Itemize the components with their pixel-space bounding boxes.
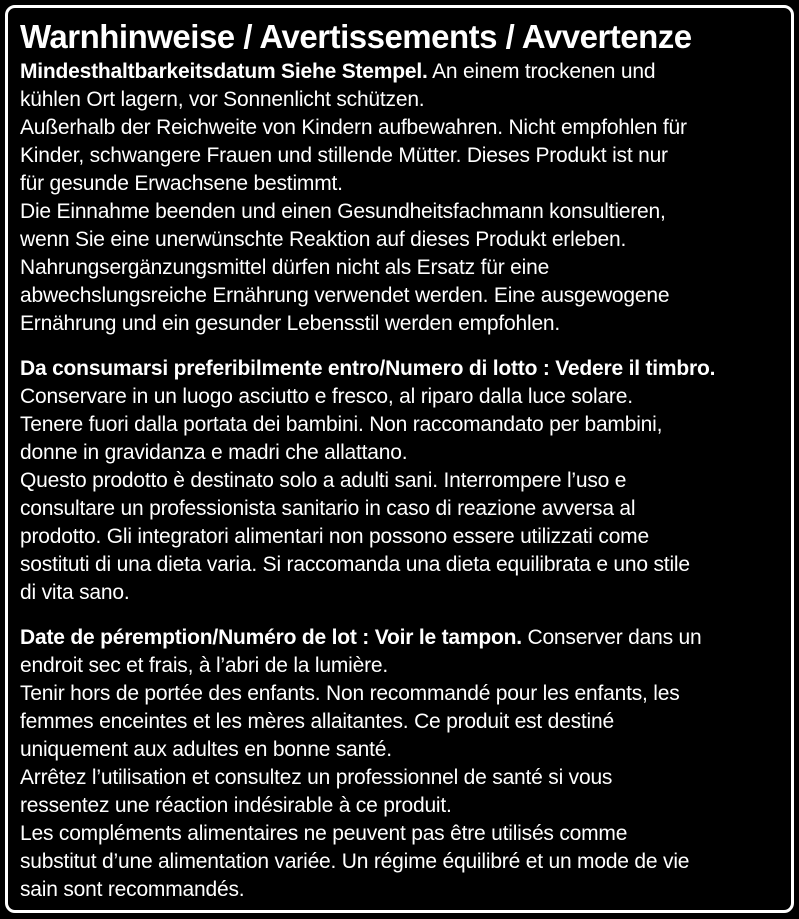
text-line bbox=[20, 680, 785, 708]
line-text: Conservare in un luogo asciutto e fresco, al riparo dalla luce solare. bbox=[20, 385, 633, 408]
line-text: Kinder, schwangere Frauen und stillende Mütter. Dieses Produkt ist nur bbox=[20, 144, 668, 167]
text-line bbox=[20, 142, 785, 170]
warning-label-frame bbox=[5, 5, 794, 913]
text-line bbox=[20, 254, 785, 282]
line-text: Les compléments alimentaires ne peuvent pas être utilisés comme bbox=[20, 822, 628, 845]
line-text: Nahrungsergänzungsmittel dürfen nicht als Ersatz für eine bbox=[20, 256, 550, 279]
line-text: wenn Sie eine unerwünschte Reaktion auf dieses Produkt erleben. bbox=[20, 228, 627, 251]
text-line bbox=[20, 355, 785, 383]
line-text: Questo prodotto è destinato solo a adulti sani. Interrompere l’uso e bbox=[20, 469, 627, 492]
text-line bbox=[20, 708, 785, 736]
text-line bbox=[20, 86, 785, 114]
line-text: prodotto. Gli integratori alimentari non possono essere utilizzati come bbox=[20, 525, 649, 548]
line-text: kühlen Ort lagern, vor Sonnenlicht schützen. bbox=[20, 88, 425, 111]
line-text: substitut d’une alimentation variée. Un régime équilibré et un mode de vie bbox=[20, 850, 690, 873]
text-line bbox=[20, 820, 785, 848]
bold-lead: Mindesthaltbarkeitsdatum Siehe Stempel. bbox=[20, 60, 428, 83]
text-line bbox=[20, 383, 785, 411]
line-text: sain sont recommandés. bbox=[20, 878, 245, 901]
text-line bbox=[20, 467, 785, 495]
text-line bbox=[20, 226, 785, 254]
line-text: Die Einnahme beenden und einen Gesundheitsfachmann konsultieren, bbox=[20, 200, 666, 223]
text-line bbox=[20, 439, 785, 467]
line-text: donne in gravidanza e madri che allattano. bbox=[20, 441, 408, 464]
text-line bbox=[20, 652, 785, 680]
line-text: Conserver dans un bbox=[521, 626, 702, 649]
line-text: Außerhalb der Reichweite von Kindern aufbewahren. Nicht empfohlen für bbox=[20, 116, 687, 139]
text-line bbox=[20, 282, 785, 310]
text-line bbox=[20, 170, 785, 198]
text-line bbox=[20, 579, 785, 607]
text-line bbox=[20, 736, 785, 764]
line-text: abwechslungsreiche Ernährung verwendet werden. Eine ausgewogene bbox=[20, 284, 670, 307]
line-text: für gesunde Erwachsene bestimmt. bbox=[20, 172, 343, 195]
text-line bbox=[20, 523, 785, 551]
warnings-text bbox=[20, 58, 785, 904]
text-line bbox=[20, 411, 785, 439]
line-text: Ernährung und ein gesunder Lebensstil werden empfohlen. bbox=[20, 312, 561, 335]
line-text: Tenere fuori dalla portata dei bambini. Non raccomandato per bambini, bbox=[20, 413, 663, 436]
line-text: di vita sano. bbox=[20, 581, 130, 604]
text-line bbox=[20, 198, 785, 226]
line-text: Tenir hors de portée des enfants. Non recommandé pour les enfants, les bbox=[20, 682, 680, 705]
text-line bbox=[20, 792, 785, 820]
text-line bbox=[20, 848, 785, 876]
line-text: uniquement aux adultes en bonne santé. bbox=[20, 738, 392, 761]
line-text: Arrêtez l’utilisation et consultez un professionnel de santé si vous bbox=[20, 766, 613, 789]
line-text: ressentez une réaction indésirable à ce produit. bbox=[20, 794, 452, 817]
text-line bbox=[20, 114, 785, 142]
bold-lead: Da consumarsi preferibilmente entro/Numero di lotto : Vedere il timbro. bbox=[20, 357, 716, 380]
text-line bbox=[20, 764, 785, 792]
line-text: sostituti di una dieta varia. Si raccomanda una dieta equilibrata e uno stile bbox=[20, 553, 690, 576]
line-text: endroit sec et frais, à l’abri de la lumière. bbox=[20, 654, 389, 677]
line-text: An einem trockenen und bbox=[427, 60, 656, 83]
text-line bbox=[20, 58, 785, 86]
section-french bbox=[20, 624, 785, 904]
label-title: Warnhinweise / Avertissements / Avvertenze bbox=[20, 18, 692, 55]
line-text: consultare un professionista sanitario in caso di reazione avversa al bbox=[20, 497, 636, 520]
bold-lead: Date de péremption/Numéro de lot : Voir le tampon. bbox=[20, 626, 522, 649]
line-text: femmes enceintes et les mères allaitantes. Ce produit est destiné bbox=[20, 710, 614, 733]
text-line bbox=[20, 876, 785, 904]
text-line bbox=[20, 310, 785, 338]
text-line bbox=[20, 551, 785, 579]
text-line bbox=[20, 495, 785, 523]
section-german bbox=[20, 58, 785, 338]
section-italian bbox=[20, 355, 785, 607]
text-line bbox=[20, 624, 785, 652]
